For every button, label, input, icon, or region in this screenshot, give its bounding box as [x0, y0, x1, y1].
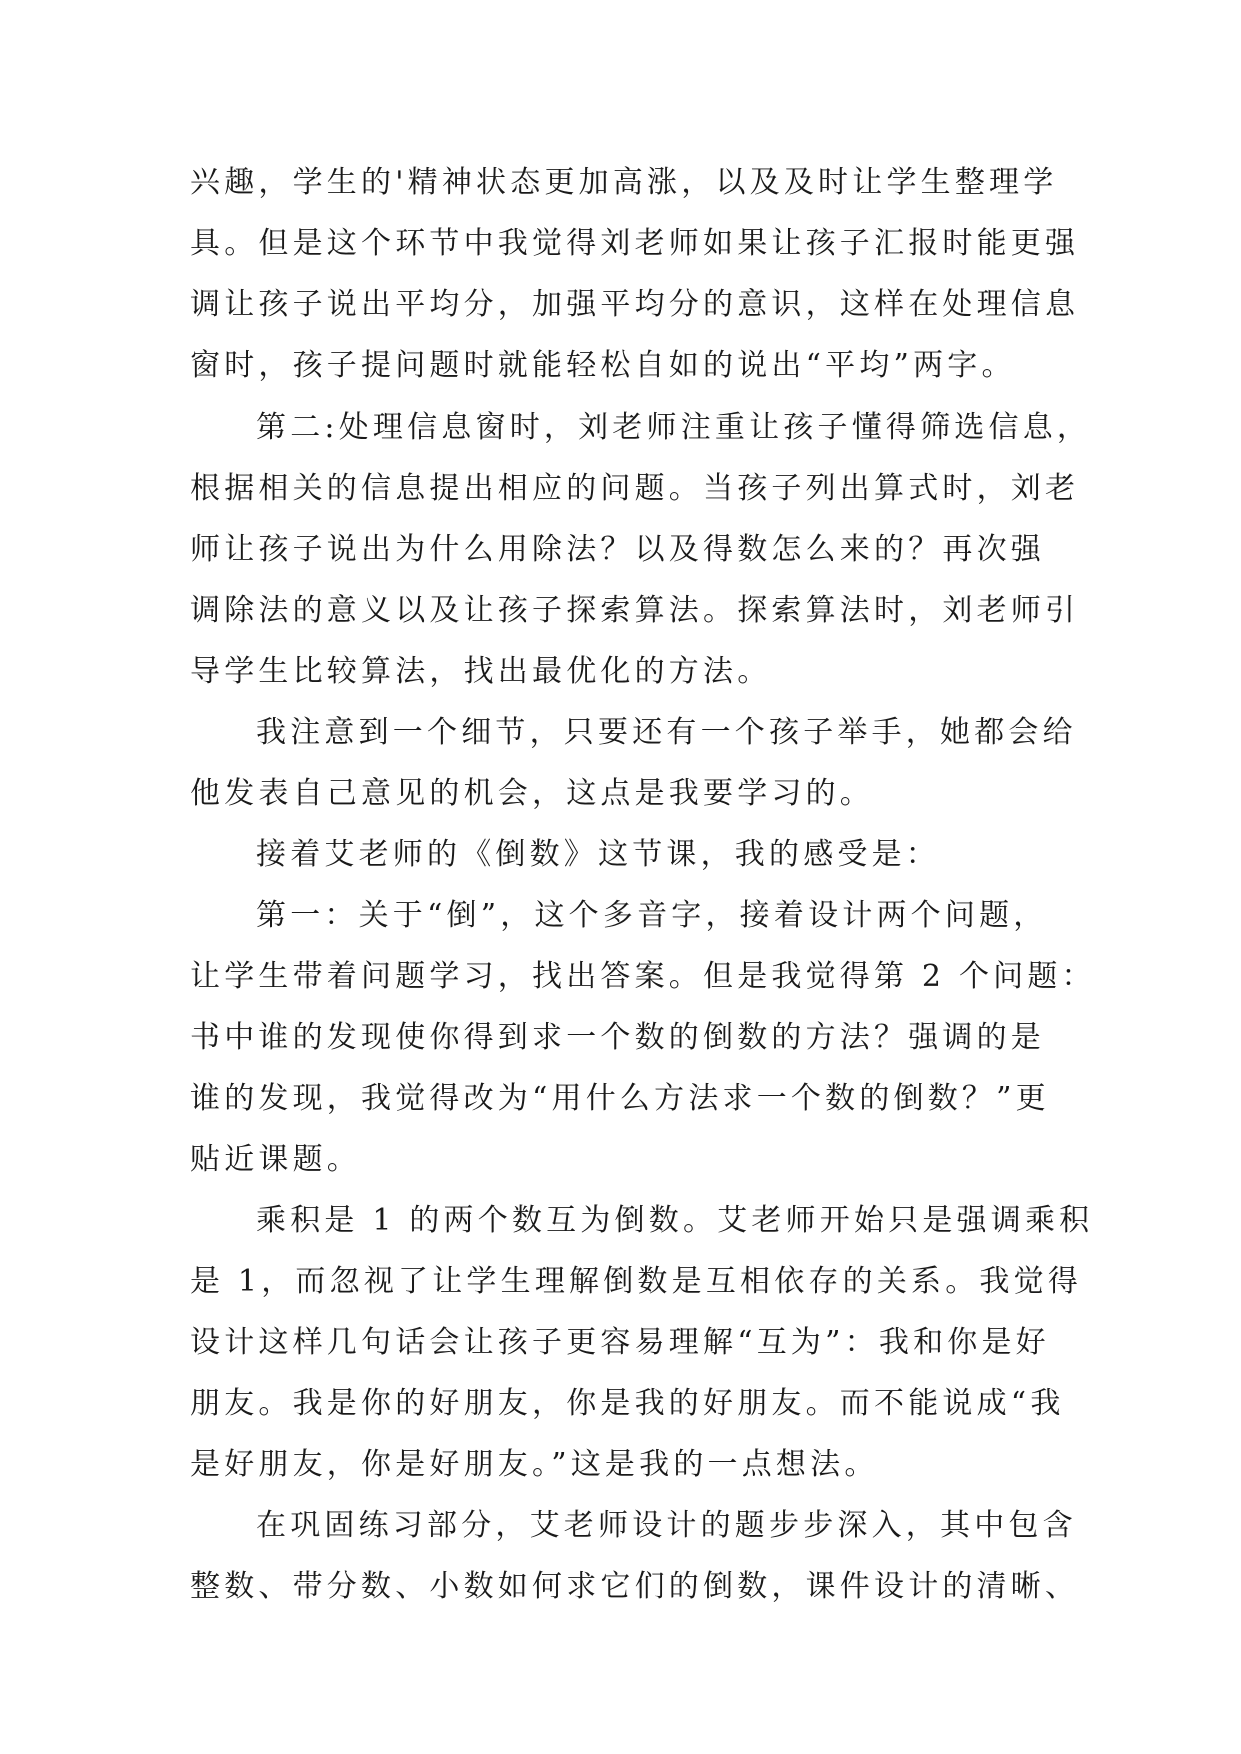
text-line: 兴趣，学生的'精神状态更加高涨，以及及时让学生整理学	[190, 165, 1058, 200]
text-line: 让学生带着问题学习，找出答案。但是我觉得第 2 个问题：	[190, 959, 1096, 994]
text-line: 调让孩子说出平均分，加强平均分的意识，这样在处理信息	[190, 287, 1080, 322]
text-line: 接着艾老师的《倒数》这节课，我的感受是：	[256, 837, 940, 872]
text-line: 乘积是 1 的两个数互为倒数。艾老师开始只是强调乘积	[256, 1203, 1094, 1238]
text-line: 设计这样几句话会让孩子更容易理解“互为”：我和你是好	[190, 1325, 1050, 1360]
text-line: 是好朋友，你是好朋友。”这是我的一点想法。	[190, 1447, 879, 1482]
text-line: 调除法的意义以及让孩子探索算法。探索算法时，刘老师引	[190, 593, 1080, 628]
text-line: 书中谁的发现使你得到求一个数的倒数的方法？强调的是	[190, 1020, 1045, 1055]
text-line: 根据相关的信息提出相应的问题。当孩子列出算式时，刘老	[190, 471, 1080, 506]
text-line: 具。但是这个环节中我觉得刘老师如果让孩子汇报时能更强	[190, 226, 1080, 261]
text-line: 我注意到一个细节，只要还有一个孩子举手，她都会给	[256, 715, 1077, 750]
text-line: 谁的发现，我觉得改为“用什么方法求一个数的倒数？”更	[190, 1081, 1050, 1116]
text-line: 朋友。我是你的好朋友，你是我的好朋友。而不能说成“我	[190, 1386, 1065, 1421]
text-line: 在巩固练习部分，艾老师设计的题步步深入，其中包含	[256, 1508, 1077, 1543]
text-line: 窗时，孩子提问题时就能轻松自如的说出“平均”两字。	[190, 348, 1016, 383]
text-line: 他发表自己意见的机会，这点是我要学习的。	[190, 776, 874, 811]
text-line: 师让孩子说出为什么用除法？以及得数怎么来的？再次强	[190, 532, 1045, 567]
text-line: 第二:处理信息窗时，刘老师注重让孩子懂得筛选信息，	[256, 410, 1092, 445]
text-line: 是 1，而忽视了让学生理解倒数是互相依存的关系。我觉得	[190, 1264, 1083, 1299]
text-line: 第一：关于“倒”，这个多音字，接着设计两个问题，	[256, 898, 1048, 933]
text-line: 导学生比较算法，找出最优化的方法。	[190, 654, 772, 689]
text-line: 贴近课题。	[190, 1142, 361, 1177]
text-line: 整数、带分数、小数如何求它们的倒数，课件设计的清晰、	[190, 1569, 1080, 1604]
